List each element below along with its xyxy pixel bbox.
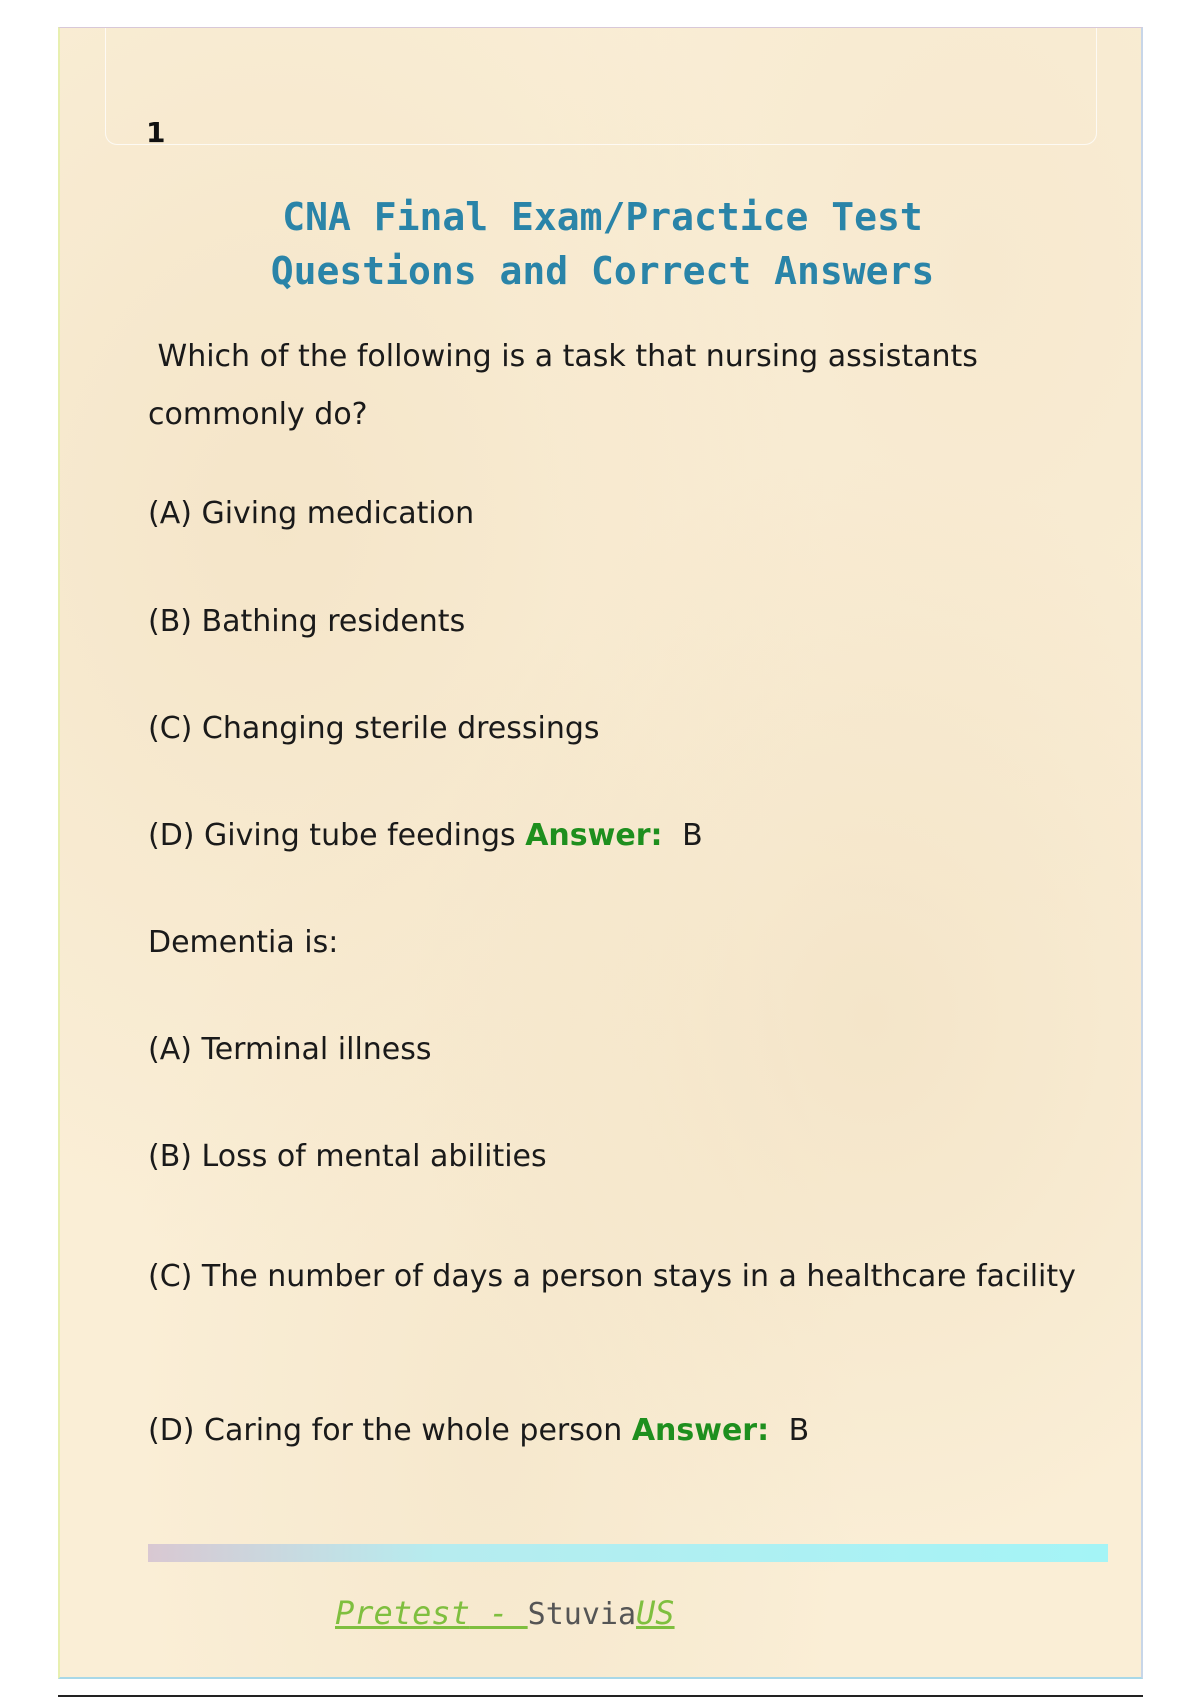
- question-1-answer-label: Answer:: [525, 818, 663, 853]
- document-title: [60, 190, 1145, 298]
- question-2-text: Dementia is:: [148, 925, 339, 960]
- question-2-answer-label: Answer:: [631, 1413, 770, 1448]
- question-2-option-d: (D) Caring for the whole person: [148, 1413, 623, 1448]
- question-1-option-c: (C) Changing sterile dressings: [148, 711, 600, 746]
- page-bottom-line: [58, 1695, 1143, 1697]
- question-2-option-d-row: [148, 1413, 809, 1448]
- title-line-2: Questions and Correct Answers: [270, 249, 935, 293]
- question-1-option-b: (B) Bathing residents: [148, 604, 466, 639]
- question-1-option-d-row: [148, 818, 703, 853]
- footer-divider: [148, 1544, 1108, 1562]
- footer: [335, 1594, 675, 1632]
- footer-separator: -: [469, 1594, 528, 1632]
- question-1-option-d: (D) Giving tube feedings: [148, 818, 516, 853]
- page-header-frame: [105, 28, 1097, 145]
- footer-brand: Stuvia: [527, 1597, 637, 1632]
- question-2-option-b: (B) Loss of mental abilities: [148, 1139, 547, 1174]
- document-page: [58, 27, 1143, 1679]
- footer-country-link[interactable]: US: [636, 1594, 675, 1632]
- title-line-1: CNA Final Exam/Practice Test: [282, 195, 923, 239]
- question-2-option-c: (C) The number of days a person stays in a healthcare facility: [148, 1259, 1076, 1294]
- question-2-option-a: (A) Terminal illness: [148, 1032, 432, 1067]
- question-2-answer-value: B: [788, 1413, 810, 1448]
- question-1-option-a: (A) Giving medication: [148, 496, 475, 531]
- question-1-answer-value: B: [682, 818, 703, 853]
- question-1-text: Which of the following is a task that nursing assistants commonly do?: [148, 339, 978, 432]
- footer-pretest-link[interactable]: Pretest: [335, 1594, 470, 1632]
- page-number: 1: [146, 116, 166, 149]
